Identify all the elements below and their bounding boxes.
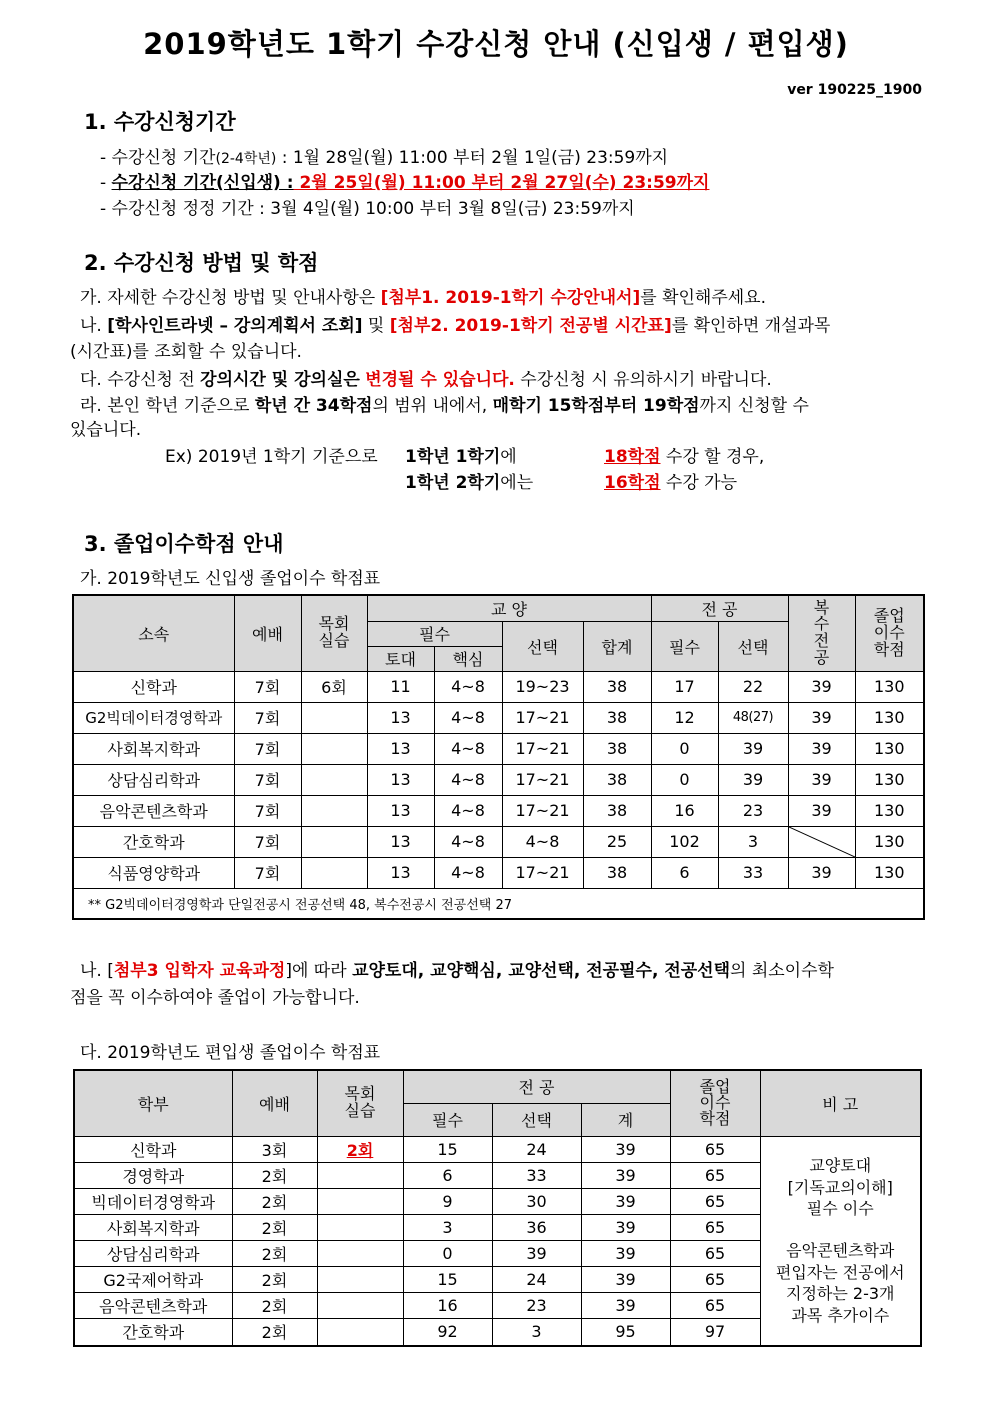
- col-liberal-sum: 합계: [583, 621, 651, 671]
- col-liberal-elective: 선택: [502, 621, 583, 671]
- table-cell: 7회: [234, 671, 301, 702]
- col-liberal-required: 필수: [367, 621, 502, 646]
- remark-line: 과목 추가이수: [791, 1305, 890, 1325]
- col-major-elective: 선택: [718, 621, 788, 671]
- s1-line-regular: - 수강신청 기간(2-4학년) : 1월 28일(월) 11:00 부터 2월 1일(금) 23:59까지: [100, 148, 669, 168]
- table-cell: 13: [367, 795, 434, 826]
- col-chapel: 예배: [234, 595, 301, 671]
- table-cell: 23: [718, 795, 788, 826]
- table-cell: 0: [403, 1240, 492, 1266]
- col-dept: 소속: [73, 595, 234, 671]
- table-cell: 38: [583, 857, 651, 888]
- table-cell: 36: [492, 1214, 581, 1240]
- section3-heading: 3. 졸업이수학점 안내: [84, 532, 284, 556]
- table-row: [73, 733, 924, 764]
- col-liberal: 교 양: [367, 595, 651, 621]
- table-cell: 0: [651, 733, 718, 764]
- table-cell: 65: [670, 1136, 760, 1162]
- s1-line-freshmen: - 수강신청 기간(신입생) : 2월 25일(월) 11:00 부터 2월 27일(수) 23:59까지: [100, 173, 710, 193]
- table-cell: 39: [492, 1240, 581, 1266]
- table-cell: [301, 733, 367, 764]
- table-cell: 식품영양학과: [73, 857, 234, 888]
- s3-item-na: 나. [첨부3 입학자 교육과정]에 따라 교양토대, 교양핵심, 교양선택, 전공필수, 전공선택의 최소이수학: [80, 961, 834, 981]
- table-cell: 39: [581, 1188, 670, 1214]
- table-cell: 13: [367, 857, 434, 888]
- table-cell: [301, 857, 367, 888]
- table-cell: 6: [651, 857, 718, 888]
- table-cell: 0: [651, 764, 718, 795]
- table-cell: 65: [670, 1266, 760, 1292]
- table-cell: 2회: [232, 1188, 317, 1214]
- table-cell: 65: [670, 1188, 760, 1214]
- s2-example-sem2: 1학년 2학기에는: [405, 473, 534, 493]
- table-cell: 간호학과: [73, 826, 234, 857]
- table-cell: 13: [367, 826, 434, 857]
- table-cell: 39: [788, 764, 855, 795]
- s2-example-intro: Ex) 2019년 1학기 기준으로: [165, 447, 378, 467]
- table-cell: 4~8: [434, 857, 502, 888]
- remark-line: 필수 이수: [806, 1199, 874, 1219]
- s2-item-ga: 가. 자세한 수강신청 방법 및 안내사항은 [첨부1. 2019-1학기 수강안내서]를 확인해주세요.: [80, 288, 767, 308]
- table-cell: 17: [651, 671, 718, 702]
- table-row: [74, 1136, 921, 1162]
- table-cell: 30: [492, 1188, 581, 1214]
- table-row: [73, 702, 924, 733]
- table-cell: 4~8: [434, 702, 502, 733]
- table-cell: 25: [583, 826, 651, 857]
- table-cell: 상담심리학과: [74, 1240, 232, 1266]
- table-cell: 65: [670, 1214, 760, 1240]
- table-cell: 39: [788, 733, 855, 764]
- t2-col-major-total: 계: [581, 1103, 670, 1136]
- remark-line: 지정하는 2-3개: [786, 1284, 895, 1304]
- table-cell: [301, 702, 367, 733]
- table-cell: 95: [581, 1318, 670, 1346]
- table-row: [73, 826, 924, 857]
- table-cell: 간호학과: [74, 1318, 232, 1346]
- table-row: [73, 857, 924, 888]
- s2-example-credits1: 18학점 수강 할 경우,: [604, 447, 765, 467]
- s2-item-ra: 라. 본인 학년 기준으로 학년 간 34학점의 범위 내에서, 매학기 15학점부터 19학점까지 신청할 수: [80, 396, 809, 416]
- table-cell: 2회: [232, 1266, 317, 1292]
- table-cell: 13: [367, 702, 434, 733]
- table-cell: 17~21: [502, 733, 583, 764]
- table-cell: 2회: [232, 1292, 317, 1318]
- col-liberal-basic: 토대: [367, 646, 434, 671]
- t2-col-major-required: 필수: [403, 1103, 492, 1136]
- table-cell: G2빅데이터경영학과: [73, 702, 234, 733]
- table-cell: 음악콘텐츠학과: [74, 1292, 232, 1318]
- table-cell: 38: [583, 795, 651, 826]
- s2-item-ra-cont: 있습니다.: [70, 420, 142, 440]
- table-cell: G2국제어학과: [74, 1266, 232, 1292]
- table-cell: 7회: [234, 764, 301, 795]
- table-cell: 24: [492, 1266, 581, 1292]
- table-cell: 33: [492, 1162, 581, 1188]
- table-cell: 6: [403, 1162, 492, 1188]
- t2-col-grad: 졸업 이수 학점: [670, 1070, 760, 1136]
- s2-item-da: 다. 수강신청 전 강의시간 및 강의실은 변경될 수 있습니다. 수강신청 시 유의하시기 바랍니다.: [80, 370, 772, 390]
- table-cell: 2회: [232, 1214, 317, 1240]
- table-cell: 130: [855, 702, 924, 733]
- table-cell: 15: [403, 1136, 492, 1162]
- table-cell: 7회: [234, 733, 301, 764]
- table-cell: 6회: [301, 671, 367, 702]
- t2-col-practice: 목회 실습: [317, 1070, 403, 1136]
- table-cell: [317, 1188, 403, 1214]
- table-cell: 97: [670, 1318, 760, 1346]
- table-cell: 사회복지학과: [74, 1214, 232, 1240]
- table-cell: 92: [403, 1318, 492, 1346]
- table-cell: [301, 826, 367, 857]
- table-cell: [317, 1266, 403, 1292]
- table-cell: 130: [855, 857, 924, 888]
- s2-example-credits2: 16학점 수강 가능: [604, 473, 738, 493]
- table-cell: 102: [651, 826, 718, 857]
- table-cell: 17~21: [502, 795, 583, 826]
- table-cell: 3회: [232, 1136, 317, 1162]
- s2-example-sem1: 1학년 1학기에: [405, 447, 517, 467]
- t2-col-chapel: 예배: [232, 1070, 317, 1136]
- remark-line: 음악콘텐츠학과: [786, 1240, 895, 1260]
- table-cell: 11: [367, 671, 434, 702]
- table-cell: 4~8: [434, 764, 502, 795]
- table-cell: 신학과: [74, 1136, 232, 1162]
- remark-line: 교양토대: [809, 1156, 872, 1176]
- remark-line: 편입자는 전공에서: [775, 1262, 905, 1282]
- table-cell: 130: [855, 826, 924, 857]
- table-cell: 38: [583, 764, 651, 795]
- table-cell: 13: [367, 733, 434, 764]
- table-cell: 4~8: [434, 795, 502, 826]
- col-practice: 목회 실습: [301, 595, 367, 671]
- table-cell: 19~23: [502, 671, 583, 702]
- freshmen-credit-table: [72, 594, 925, 920]
- t2-col-remark: 비 고: [760, 1070, 921, 1136]
- table-cell: 7회: [234, 857, 301, 888]
- table-cell: 상담심리학과: [73, 764, 234, 795]
- table-cell: 9: [403, 1188, 492, 1214]
- table-cell: 2회: [232, 1240, 317, 1266]
- table-cell: 2회: [232, 1318, 317, 1346]
- t2-col-dept: 학부: [74, 1070, 232, 1136]
- table-cell: 39: [718, 733, 788, 764]
- s3-item-na-cont: 점을 꼭 이수하여야 졸업이 가능합니다.: [70, 988, 360, 1008]
- table-cell: 39: [581, 1214, 670, 1240]
- table-cell: 65: [670, 1240, 760, 1266]
- col-liberal-core: 핵심: [434, 646, 502, 671]
- table-cell: 2회: [232, 1162, 317, 1188]
- table-cell: 4~8: [434, 671, 502, 702]
- table-cell: 7회: [234, 795, 301, 826]
- s3-subtitle-freshmen: 가. 2019학년도 신입생 졸업이수 학점표: [80, 569, 381, 589]
- version-label: ver 190225_1900: [787, 82, 922, 98]
- table-row: [73, 671, 924, 702]
- table-cell: 38: [583, 733, 651, 764]
- table-cell: 2회: [317, 1136, 403, 1162]
- table-cell: 130: [855, 795, 924, 826]
- s1-line-correction: - 수강신청 정정 기간 : 3월 4일(월) 10:00 부터 3월 8일(금) 23:59까지: [100, 199, 635, 219]
- table-cell: 음악콘텐츠학과: [73, 795, 234, 826]
- table-cell: 39: [788, 671, 855, 702]
- table-cell: 130: [855, 733, 924, 764]
- table-cell: 39: [581, 1266, 670, 1292]
- table-row: [73, 764, 924, 795]
- table-cell: 130: [855, 671, 924, 702]
- table-cell: 38: [583, 671, 651, 702]
- table-cell: 38: [583, 702, 651, 733]
- col-major-required: 필수: [651, 621, 718, 671]
- table-cell: 7회: [234, 702, 301, 733]
- table-cell: 33: [718, 857, 788, 888]
- table-cell: [317, 1214, 403, 1240]
- table-cell: 17~21: [502, 764, 583, 795]
- table-cell: 39: [581, 1136, 670, 1162]
- table-cell: 24: [492, 1136, 581, 1162]
- table-cell: 사회복지학과: [73, 733, 234, 764]
- col-major: 전 공: [651, 595, 788, 621]
- table-cell: 3: [492, 1318, 581, 1346]
- table-cell: 4~8: [434, 826, 502, 857]
- table-cell: 신학과: [73, 671, 234, 702]
- s2-item-na: 나. [학사인트라넷 – 강의계획서 조회] 및 [첨부2. 2019-1학기 전공별 시간표]를 확인하면 개설과목: [80, 316, 831, 336]
- table-cell: 4~8: [502, 826, 583, 857]
- table-cell: 39: [581, 1162, 670, 1188]
- table-cell: 23: [492, 1292, 581, 1318]
- table-cell: [317, 1292, 403, 1318]
- table-cell: 3: [403, 1214, 492, 1240]
- table-cell: 13: [367, 764, 434, 795]
- transfer-table-body: [74, 1136, 921, 1346]
- s2-item-na-cont: (시간표)를 조회할 수 있습니다.: [70, 342, 302, 362]
- t2-col-major: 전 공: [403, 1070, 670, 1103]
- table-cell: 12: [651, 702, 718, 733]
- table-cell: 39: [788, 857, 855, 888]
- table-cell: 16: [651, 795, 718, 826]
- table-cell: 17~21: [502, 857, 583, 888]
- freshmen-table-note: ** G2빅데이터경영학과 단일전공시 전공선택 48, 복수전공시 전공선택 27: [73, 888, 924, 919]
- table-cell: 4~8: [434, 733, 502, 764]
- table-cell: 130: [855, 764, 924, 795]
- table-cell: 7회: [234, 826, 301, 857]
- table-cell: 3: [718, 826, 788, 857]
- empty-diagonal-cell: [788, 826, 855, 857]
- table-cell: 22: [718, 671, 788, 702]
- table-cell: 48(27): [718, 702, 788, 733]
- table-cell: 65: [670, 1162, 760, 1188]
- table-cell: 39: [788, 795, 855, 826]
- table-row: [73, 795, 924, 826]
- section1-heading: 1. 수강신청기간: [84, 110, 236, 134]
- table-cell: [317, 1162, 403, 1188]
- table-cell: 경영학과: [74, 1162, 232, 1188]
- remark-cell: [760, 1136, 921, 1346]
- table-cell: [317, 1240, 403, 1266]
- remark-line: [기독교의이해]: [787, 1177, 893, 1197]
- table-cell: 15: [403, 1266, 492, 1292]
- table-cell: [301, 764, 367, 795]
- table-cell: [317, 1318, 403, 1346]
- table-cell: 39: [581, 1240, 670, 1266]
- table-cell: 39: [581, 1292, 670, 1318]
- section2-heading: 2. 수강신청 방법 및 학점: [84, 251, 319, 275]
- col-double: 복수 전공: [788, 595, 855, 671]
- transfer-credit-table: [73, 1069, 922, 1347]
- table-cell: 17~21: [502, 702, 583, 733]
- page-title: 2019학년도 1학기 수강신청 안내 (신입생 / 편입생): [143, 27, 849, 61]
- table-cell: 39: [788, 702, 855, 733]
- table-cell: [301, 795, 367, 826]
- table-cell: 16: [403, 1292, 492, 1318]
- t2-col-major-elective: 선택: [492, 1103, 581, 1136]
- s3-subtitle-transfer: 다. 2019학년도 편입생 졸업이수 학점표: [80, 1043, 381, 1063]
- col-grad: 졸업 이수 학점: [855, 595, 924, 671]
- table-cell: 65: [670, 1292, 760, 1318]
- table-cell: 빅데이터경영학과: [74, 1188, 232, 1214]
- table-cell: 39: [718, 764, 788, 795]
- freshmen-table-body: [73, 671, 924, 888]
